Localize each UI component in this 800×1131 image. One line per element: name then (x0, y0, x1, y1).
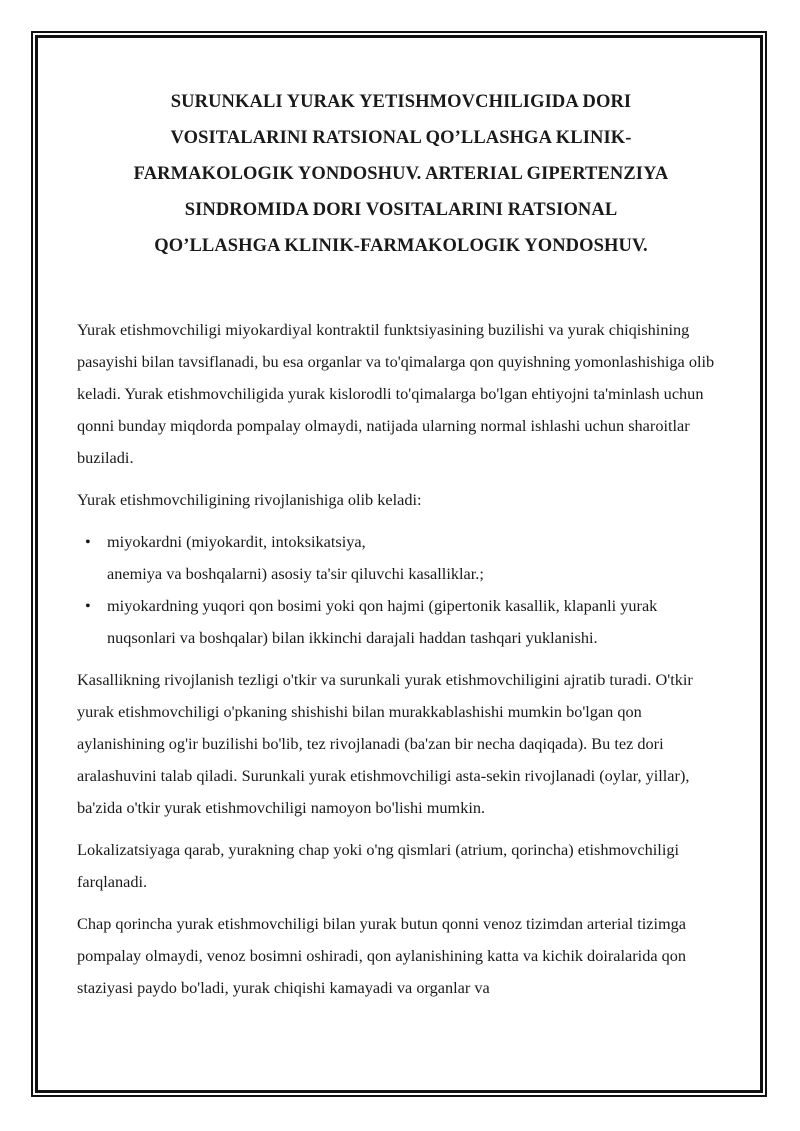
paragraph-localization: Lokalizatsiyaga qarab, yurakning chap yoki o'ng qismlari (atrium, qorincha) etishmovchiligi farqlanadi. (77, 840, 680, 891)
document-page (77, 84, 725, 1014)
list-item (85, 590, 725, 654)
title-line: FARMAKOLOGIK YONDOSHUV. ARTERIAL GIPERTENZIYA (133, 164, 669, 184)
title-line: QO’LLASHGA KLINIK-FARMAKOLOGIK YONDOSHUV. (154, 236, 648, 256)
title-line: SURUNKALI YURAK YETISHMOVCHILIGIDA DORI (170, 92, 632, 112)
paragraph-causes-intro: Yurak etishmovchiligining rivojlanishiga olib keladi: (77, 490, 422, 509)
document-title (77, 84, 725, 264)
causes-list (77, 526, 725, 654)
list-item-text: miyokardni (miyokardit, intoksikatsiya, (107, 532, 366, 551)
bullet-icon: • (85, 532, 91, 551)
list-item-text: anemiya va boshqalarni) asosiy ta'sir qiluvchi kasalliklar.; (107, 564, 484, 583)
document-body (77, 314, 725, 1004)
title-line: VOSITALARINI RATSIONAL QO’LLASHGA KLINIK- (170, 128, 632, 148)
paragraph-definition: Yurak etishmovchiligi miyokardiyal kontraktil funktsiyasining buzilishi va yurak chiqishining pasayishi bilan tavsiflanadi, bu esa organlar va to'qimalarga qon quyishning yomonlashishiga olib keladi. Yurak etishmovchiligida yurak kislorodli to'qimalarga bo'lgan ehtiyojni ta'minlash uchun qonni bunday miqdorda pompalay olmaydi, natijada ularning normal ishlashi uchun sharoitlar buziladi. (77, 320, 715, 467)
title-line: SINDROMIDA DORI VOSITALARINI RATSIONAL (184, 200, 618, 220)
list-item-text: miyokardning yuqori qon bosimi yoki qon hajmi (gipertonik kasallik, klapanli yurak nuqsonlari va boshqalar) bilan ikkinchi darajali haddan tashqari yuklanishi. (107, 596, 658, 647)
bullet-icon: • (85, 596, 91, 615)
paragraph-left-ventricle: Chap qorincha yurak etishmovchiligi bilan yurak butun qonni venoz tizimdan arterial tizimga pompalay olmaydi, venoz bosimni oshiradi, qon aylanishining katta va kichik doiralarida qon staziyasi paydo bo'ladi, yurak chiqishi kamayadi va organlar va (77, 914, 687, 997)
list-item (85, 526, 725, 590)
paragraph-acute-chronic: Kasallikning rivojlanish tezligi o'tkir va surunkali yurak etishmovchiligini ajratib turadi. O'tkir yurak etishmovchiligi o'pkaning shishishi bilan murakkablashishi mumkin bo'lgan qon aylanishining og'ir buzilishi bo'lib, tez rivojlanadi (ba'zan bir necha daqiqada). Bu tez dori aralashuvini talab qiladi. Surunkali yurak etishmovchiligi asta-sekin rivojlanadi (oylar, yillar), ba'zida o'tkir yurak etishmovchiligi namoyon bo'lishi mumkin. (77, 670, 693, 817)
